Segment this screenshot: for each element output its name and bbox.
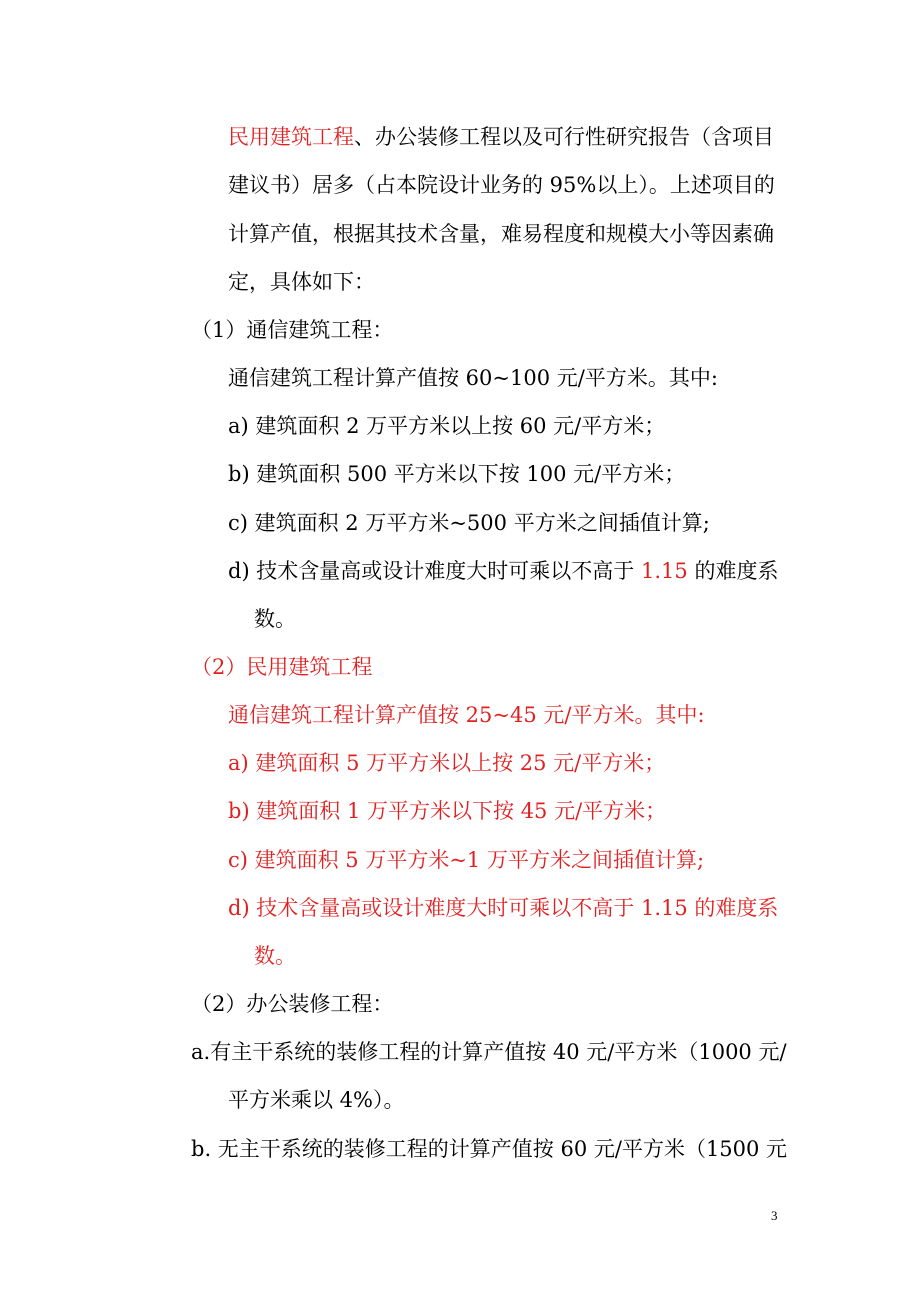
intro-paragraph-line-4: 定，具体如下： <box>228 270 375 294</box>
intro-paragraph-line-2: 建议书）居多（占本院设计业务的 95%以上）。上述项目的 <box>228 173 775 197</box>
section-1-item-b: b) 建筑面积 500 平方米以下按 100 元/平方米； <box>228 462 686 486</box>
section-3-item-a-line-2: 平方米乘以 4%）。 <box>228 1088 405 1112</box>
section-3-item-b-line-1: b. 无主干系统的装修工程的计算产值按 60 元/平方米（1500 元 <box>191 1137 788 1161</box>
difficulty-coefficient: 1.15 <box>641 559 688 583</box>
item-d-text-end: 的难度系 <box>687 559 779 583</box>
intro-paragraph-line-3: 计算产值，根据其技术含量，难易程度和规模大小等因素确 <box>228 222 774 246</box>
item-d-text: d) 技术含量高或设计难度大时可乘以不高于 <box>228 559 641 583</box>
section-2-item-c: c) 建筑面积 5 万平方米~1 万平方米之间插值计算; <box>228 848 705 872</box>
section-1-description: 通信建筑工程计算产值按 60~100 元/平方米。其中: <box>228 366 718 390</box>
intro-text: 、办公装修工程以及可行性研究报告（含项目 <box>354 125 774 149</box>
section-1-item-c: c) 建筑面积 2 万平方米~500 平方米之间插值计算; <box>228 511 710 535</box>
section-3-title: （2）办公装修工程： <box>191 992 394 1016</box>
section-2-item-b: b) 建筑面积 1 万平方米以下按 45 元/平方米； <box>228 799 667 823</box>
page-number: 3 <box>771 1208 778 1223</box>
section-1-title: （1）通信建筑工程： <box>191 318 394 342</box>
section-2-description: 通信建筑工程计算产值按 25~45 元/平方米。其中: <box>228 703 705 727</box>
section-1-item-a: a) 建筑面积 2 万平方米以上按 60 元/平方米； <box>228 414 666 438</box>
section-2-item-d-continued: 数。 <box>254 944 296 968</box>
section-2-title: （2）民用建筑工程 <box>191 655 373 679</box>
section-2-item-d: d) 技术含量高或设计难度大时可乘以不高于 1.15 的难度系 <box>228 896 779 920</box>
section-1-item-d-continued: 数。 <box>254 607 296 631</box>
section-2-item-a: a) 建筑面积 5 万平方米以上按 25 元/平方米； <box>228 751 666 775</box>
intro-paragraph-line-1 <box>228 122 774 152</box>
section-3-item-a-line-1: a.有主干系统的装修工程的计算产值按 40 元/平方米（1000 元/ <box>191 1040 787 1064</box>
section-1-item-d <box>228 556 778 586</box>
highlight-civil-construction: 民用建筑工程 <box>228 125 354 149</box>
